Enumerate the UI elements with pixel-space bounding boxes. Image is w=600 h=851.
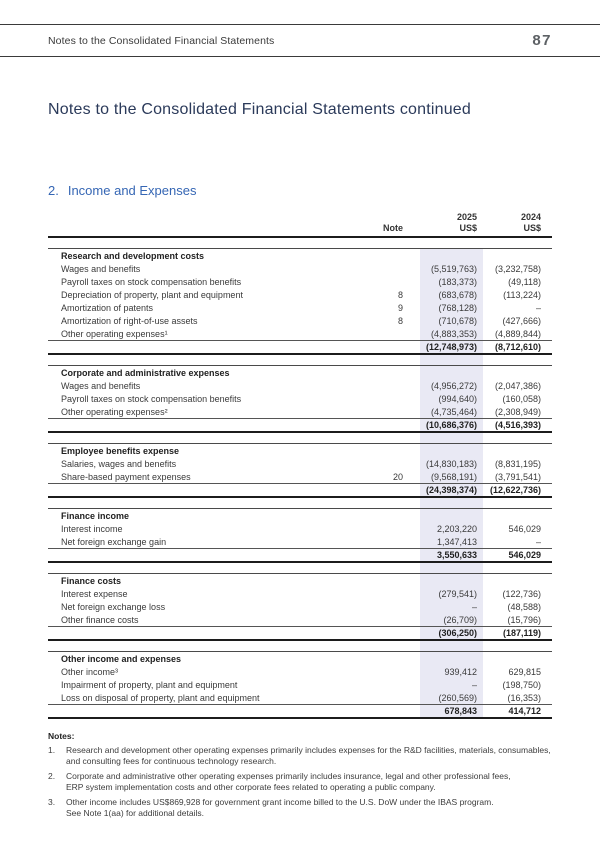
value-2024: (122,736) <box>502 588 541 599</box>
row-label: Payroll taxes on stock compensation benefits <box>61 393 242 404</box>
value-2024: (49,118) <box>508 276 541 287</box>
value-2024: (2,308,949) <box>494 406 541 417</box>
footnote-text <box>66 745 552 766</box>
row-label: Payroll taxes on stock compensation benefits <box>61 276 242 287</box>
row-label: Net foreign exchange loss <box>61 601 166 612</box>
value-2024: (3,232,758) <box>494 263 541 274</box>
footnote-line: Corporate and administrative other operating expenses primarily includes insurance, legal and other professional fees, <box>66 771 511 781</box>
table-row <box>48 613 552 626</box>
section-number: 2. <box>48 183 59 198</box>
value-2025: (683,678) <box>438 289 477 300</box>
footnote-item <box>48 771 552 792</box>
row-label: Net foreign exchange gain <box>61 536 167 547</box>
row-label: Impairment of property, plant and equipment <box>61 679 238 690</box>
row-label: Interest income <box>61 523 123 534</box>
value-2024: (15,796) <box>507 614 541 625</box>
total-value-2025: 678,843 <box>444 706 477 716</box>
table-section <box>48 365 552 433</box>
value-2024: (3,791,541) <box>494 471 541 482</box>
income-expenses-table <box>48 212 552 719</box>
total-value-2024: (8,712,610) <box>494 342 541 352</box>
value-2025: (183,373) <box>438 276 477 287</box>
table-section <box>48 573 552 641</box>
row-label: Other operating expenses² <box>61 406 168 417</box>
footnote-line: Research and development other operating expenses primarily includes expenses for the R&D facilities, materials, consumables, <box>66 745 551 755</box>
section-heading <box>48 183 552 198</box>
value-2024: – <box>535 302 541 313</box>
section-row-header: Finance income <box>48 508 552 522</box>
footnote-line: and consulting fees for continuous technology research. <box>66 755 277 766</box>
table-row <box>48 522 552 535</box>
page-title: Notes to the Consolidated Financial Statements continued <box>48 101 472 118</box>
table-row <box>48 288 552 301</box>
value-2025: (279,541) <box>438 588 477 599</box>
value-2025: (14,830,183) <box>425 458 477 469</box>
value-2024: (198,750) <box>502 679 541 690</box>
value-2025: (26,709) <box>443 614 477 625</box>
footnotes-label: Notes: <box>48 731 75 741</box>
value-2025: 939,412 <box>444 666 477 677</box>
footnote-item <box>48 745 552 766</box>
table-row <box>48 405 552 418</box>
table-row <box>48 600 552 613</box>
value-2025: (4,956,272) <box>430 380 477 391</box>
table-row <box>48 678 552 691</box>
table-total-row <box>48 626 552 641</box>
note-reference: 8 <box>397 289 403 300</box>
value-2024: (2,047,386) <box>494 380 541 391</box>
footnote-number: 1. <box>48 745 56 755</box>
table-row <box>48 301 552 314</box>
table-row <box>48 275 552 288</box>
footnote-text <box>66 771 552 792</box>
section-row-header: Research and development costs <box>48 248 552 262</box>
column-header-2025: 2025 US$ <box>456 212 477 233</box>
row-label: Amortization of right-of-use assets <box>61 315 198 326</box>
value-2024: (8,831,195) <box>494 458 541 469</box>
total-value-2024: 546,029 <box>508 550 541 560</box>
table-section <box>48 443 552 498</box>
total-value-2024: 414,712 <box>508 706 541 716</box>
value-2025: (4,735,464) <box>430 406 477 417</box>
value-2025: (260,569) <box>438 692 477 703</box>
value-2024: (48,588) <box>507 601 541 612</box>
footnote-line: Other income includes US$869,928 for government grant income billed to the U.S. DoW under the IBAS program. <box>66 797 494 807</box>
table-row <box>48 535 552 548</box>
footnote-line: See Note 1(aa) for additional details. <box>66 807 204 818</box>
value-2025: 2,203,220 <box>436 523 477 534</box>
footnote-line: ERP system implementation costs and other corporate fees related to operating a public company. <box>66 781 436 792</box>
section-row-header: Other income and expenses <box>48 651 552 665</box>
section-row-header: Finance costs <box>48 573 552 587</box>
table-total-row <box>48 340 552 355</box>
value-2024: (4,889,844) <box>494 328 541 339</box>
value-2025: – <box>471 679 477 690</box>
value-2024: – <box>535 536 541 547</box>
note-reference: 20 <box>392 471 403 482</box>
value-2025: (768,128) <box>438 302 477 313</box>
value-2025: – <box>471 601 477 612</box>
value-2024: (427,666) <box>502 315 541 326</box>
running-header-title: Notes to the Consolidated Financial Statements <box>48 34 275 47</box>
table-total-row <box>48 418 552 433</box>
footnote-number: 3. <box>48 797 56 807</box>
table-row <box>48 392 552 405</box>
row-label: Loss on disposal of property, plant and equipment <box>61 692 260 703</box>
table-section <box>48 508 552 563</box>
section-row-header: Corporate and administrative expenses <box>48 365 552 379</box>
total-value-2025: (306,250) <box>438 628 477 638</box>
value-2024: 546,029 <box>508 523 541 534</box>
row-label: Share-based payment expenses <box>61 471 191 482</box>
total-value-2025: (10,686,376) <box>425 420 477 430</box>
table-body <box>48 248 552 719</box>
table-row <box>48 470 552 483</box>
row-label: Other operating expenses¹ <box>61 328 168 339</box>
row-label: Other finance costs <box>61 614 139 625</box>
value-2024: (160,058) <box>502 393 541 404</box>
note-reference: 8 <box>397 315 403 326</box>
table-row <box>48 314 552 327</box>
row-label: Wages and benefits <box>61 263 141 274</box>
table-header-row <box>48 212 552 238</box>
table-row <box>48 691 552 704</box>
table-row <box>48 665 552 678</box>
footnote-text <box>66 797 552 818</box>
table-row <box>48 379 552 392</box>
total-value-2024: (12,622,736) <box>489 485 541 495</box>
column-header-note: Note <box>383 222 403 233</box>
table-total-row <box>48 548 552 563</box>
table-row <box>48 327 552 340</box>
column-header-2024: 2024 US$ <box>520 212 541 233</box>
total-value-2025: (12,748,973) <box>425 342 477 352</box>
footnote-number: 2. <box>48 771 56 781</box>
value-2025: (9,568,191) <box>430 471 477 482</box>
table-section <box>48 651 552 719</box>
table-section <box>48 248 552 355</box>
section-row-header: Employee benefits expense <box>48 443 552 457</box>
row-label: Interest expense <box>61 588 128 599</box>
row-label: Other income³ <box>61 666 119 677</box>
table-row <box>48 587 552 600</box>
footnotes <box>48 731 552 818</box>
value-2025: (5,519,763) <box>430 263 477 274</box>
table-total-row <box>48 704 552 719</box>
total-value-2024: (4,516,393) <box>494 420 541 430</box>
value-2025: (4,883,353) <box>430 328 477 339</box>
table-row <box>48 457 552 470</box>
total-value-2025: 3,550,633 <box>436 550 477 560</box>
table-row <box>48 262 552 275</box>
row-label: Wages and benefits <box>61 380 141 391</box>
note-reference: 9 <box>397 302 403 313</box>
value-2024: (16,353) <box>507 692 541 703</box>
table-total-row <box>48 483 552 498</box>
value-2025: (710,678) <box>438 315 477 326</box>
page-number: 87 <box>532 32 552 49</box>
value-2025: 1,347,413 <box>436 536 477 547</box>
value-2024: 629,815 <box>508 666 541 677</box>
page-header-bar <box>0 24 600 57</box>
total-value-2024: (187,119) <box>502 628 541 638</box>
value-2025: (994,640) <box>438 393 477 404</box>
value-2024: (113,224) <box>503 289 541 300</box>
total-value-2025: (24,398,374) <box>425 485 477 495</box>
row-label: Salaries, wages and benefits <box>61 458 177 469</box>
row-label: Depreciation of property, plant and equipment <box>61 289 243 300</box>
row-label: Amortization of patents <box>61 302 154 313</box>
footnote-item <box>48 797 552 818</box>
section-title-text: Income and Expenses <box>67 183 197 198</box>
